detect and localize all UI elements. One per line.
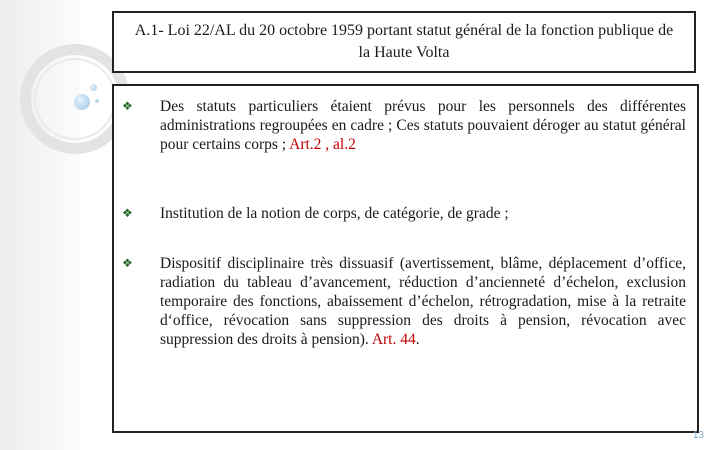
article-reference: Art.2 , al.2 [289,136,356,153]
bullet-text [160,204,686,223]
slide-content-box [112,84,699,433]
bullet-text [160,97,686,154]
decorative-bubble-small [90,84,97,91]
diamond-bullet-icon: ❖ [122,256,133,270]
page-number: 13 [692,430,704,441]
bullet-item-statuts [122,97,686,154]
bullet-body: Dispositif disciplinaire très dissuasif (avertissement, blâme, déplacement d’office, radiation du tableau d’avancement, réduction d’ancienneté d’échelon, exclusion temporaire des fonctions, abaissement d’échelon, rétrogradation, mise à la retraite d‘office, révocation sans suppression des droits à pension, révocation avec suppression des droits à pension). [160,255,686,348]
bullet-tail: . [415,331,420,348]
bullet-item-corps [122,204,686,223]
bullet-text [160,254,686,349]
decorative-bubble [74,94,90,110]
bullet-body: Des statuts particuliers étaient prévus pour les personnels des différentes administrations regroupées en cadre ; Ces statuts pouvaient déroger au statut général pour certains corps ; [160,98,686,153]
article-reference: Art. 44 [371,331,416,348]
decorative-bubble-tiny [95,99,99,103]
bullet-body: Institution de la notion de corps, de catégorie, de grade ; [160,205,509,222]
slide-title: A.1- Loi 22/AL du 20 octobre 1959 portant statut général de la fonction publique de la Haute Volta [134,22,674,61]
diamond-bullet-icon: ❖ [122,206,133,220]
slide-title-box [112,11,696,73]
diamond-bullet-icon: ❖ [122,99,133,113]
bullet-item-disciplinaire [122,254,686,349]
